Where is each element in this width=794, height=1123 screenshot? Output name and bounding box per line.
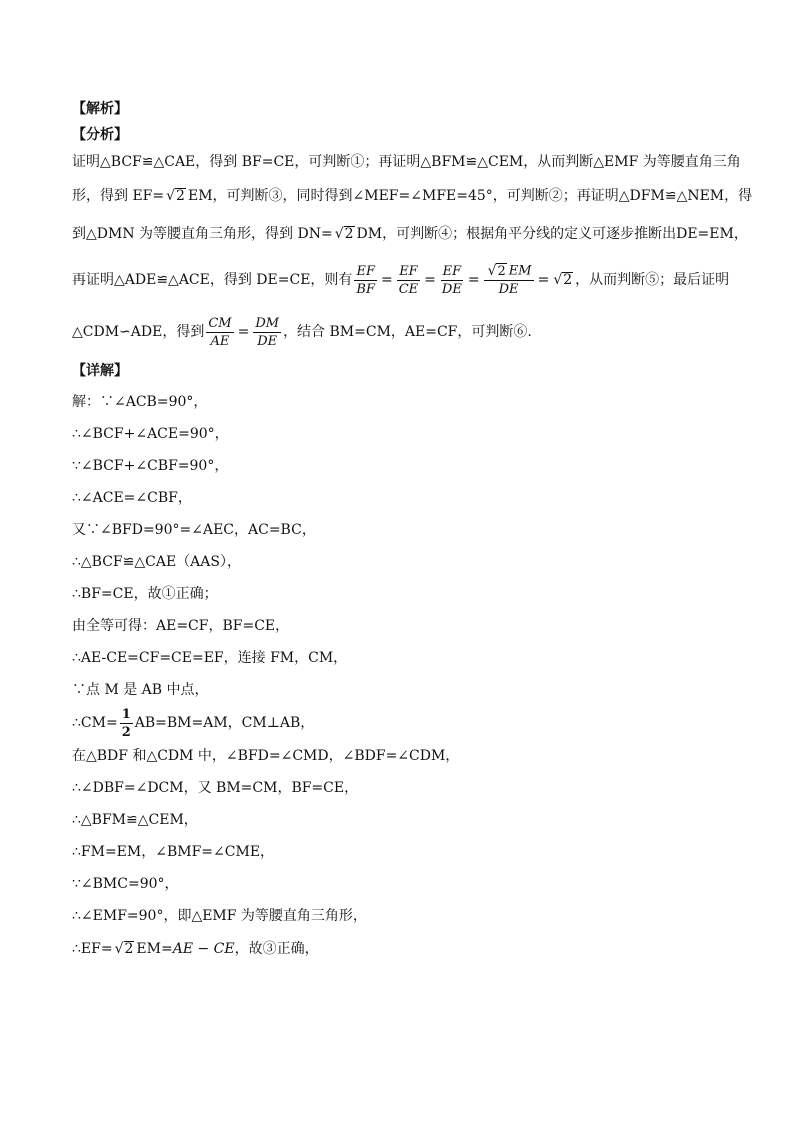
- analysis-line-2-part-b: EM，可判断③，同时得到∠MEF=∠MFE=45°，可判断②；再证明△DFM≌△NEM，得: [187, 188, 753, 204]
- fraction-numerator: 1: [121, 706, 131, 722]
- analysis-line-2: [72, 186, 753, 206]
- equals-sign: =: [381, 272, 393, 288]
- sqrt-2-symbol: √ 2: [334, 226, 354, 242]
- step-11: [72, 706, 732, 740]
- step-8: 由全等可得：AE=CF，BF=CE，: [72, 618, 290, 634]
- heading-xiangjie: 【详解】: [72, 363, 128, 379]
- step-15: ∴FM=EM，∠BMF=∠CME，: [72, 844, 275, 860]
- step-17: ∴∠EMF=90°，即△EMF 为等腰直角三角形，: [72, 908, 367, 924]
- solution-content: [72, 100, 753, 966]
- step-5: 又∵∠BFD=90°=∠AEC，AC=BC，: [72, 522, 316, 538]
- numerator-text: EM: [508, 263, 532, 279]
- step-18-part-a: ∴EF=: [72, 941, 113, 957]
- step-18-part-b: EM=: [136, 941, 173, 957]
- step-16: ∵∠BMC=90°，: [72, 876, 179, 892]
- analysis-line-5: [72, 312, 732, 352]
- step-9: ∴AE-CE=CF=CE=EF，连接 FM，CM，: [72, 650, 348, 666]
- sqrt-2-symbol: √ 2: [114, 941, 134, 957]
- fraction-denominator: AE: [210, 333, 230, 349]
- fraction-dm-over-de: [253, 316, 281, 349]
- step-11-part-a: ∴CM=: [72, 715, 118, 731]
- sqrt-2-symbol: √ 2: [553, 272, 573, 288]
- fraction-denominator: DE: [257, 333, 278, 349]
- fraction-numerator: EF: [356, 263, 375, 279]
- step-2: ∴∠BCF+∠ACE=90°，: [72, 426, 229, 442]
- step-18-part-d: ，故③正确，: [234, 941, 319, 957]
- step-4: ∴∠ACE=∠CBF，: [72, 490, 192, 506]
- step-3: ∵∠BCF+∠CBF=90°，: [72, 458, 229, 474]
- fraction-numerator: [484, 263, 534, 281]
- equals-sign: =: [424, 272, 436, 288]
- fraction-denominator: DE: [441, 281, 462, 297]
- fraction-denominator: 2: [121, 724, 131, 740]
- fraction-cm-over-ae: [206, 316, 233, 349]
- step-18: [72, 932, 732, 966]
- analysis-line-3-part-b: DM，可判断④；根据角平分线的定义可逐步推断出DE=EM，: [356, 226, 748, 242]
- step-7: ∴BF=CE，故①正确；: [72, 586, 218, 602]
- analysis-line-2-part-a: 形，得到 EF=: [72, 188, 165, 204]
- fraction-one-half: [120, 707, 133, 740]
- equals-sign: =: [467, 272, 480, 288]
- equals-sign: =: [237, 324, 250, 340]
- sqrt-2-symbol: √ 2: [166, 188, 185, 204]
- fraction-ef-over-ce: [397, 264, 420, 297]
- fraction-numerator: EF: [399, 263, 418, 279]
- fraction-ef-over-de: [440, 264, 464, 297]
- analysis-line-5-part-a: △CDM∽ADE，得到: [72, 324, 205, 340]
- heading-jiexi: 【解析】: [72, 101, 128, 117]
- step-12: 在△BDF 和△CDM 中，∠BFD=∠CMD，∠BDF=∠CDM，: [72, 748, 460, 764]
- fraction-numerator: CM: [208, 315, 232, 331]
- step-11-part-b: AB=BM=AM，CM⊥AB，: [134, 715, 315, 731]
- analysis-line-5-part-b: ，结合 BM=CM，AE=CF，可判断⑥.: [283, 324, 532, 340]
- step-1: 解：∵∠ACB=90°，: [72, 394, 208, 410]
- equals-sign: =: [537, 272, 550, 288]
- analysis-line-4-part-a: 再证明△ADE≌△ACE，得到 DE=CE，则有: [72, 272, 353, 288]
- sqrt-radicand: 2: [497, 264, 506, 279]
- step-18-math-expression: AE − CE: [172, 941, 235, 957]
- analysis-paragraph: [72, 152, 753, 352]
- step-14: ∴△BFM≌△CEM，: [72, 812, 198, 828]
- analysis-line-1: 证明△BCF≌△CAE，得到 BF=CE，可判断①；再证明△BFM≌△CEM，从而判断△EMF 为等腰直角三角: [72, 154, 741, 170]
- analysis-line-4-part-b: ，从而判断⑤；最后证明: [575, 272, 730, 288]
- fraction-denominator: CE: [398, 281, 419, 297]
- step-13: ∴∠DBF=∠DCM，又 BM=CM，BF=CE，: [72, 780, 359, 796]
- sqrt-radicand: 2: [176, 188, 185, 204]
- sqrt-radicand: 2: [344, 226, 354, 242]
- sqrt-2-symbol: √ 2: [487, 263, 506, 279]
- heading-fenxi: 【分析】: [72, 127, 128, 143]
- solution-steps: [72, 386, 732, 966]
- analysis-line-3: [72, 224, 748, 244]
- analysis-line-3-part-a: 到△DMN 为等腰直角三角形，得到 DN=: [72, 226, 333, 242]
- analysis-line-4: [72, 260, 732, 300]
- fraction-numerator: DM: [255, 315, 280, 331]
- fraction-numerator: EF: [442, 263, 462, 279]
- fraction-denominator: BF: [356, 281, 375, 297]
- step-6: ∴△BCF≌△CAE（AAS），: [72, 554, 241, 570]
- fraction-sqrt2em-over-de: [484, 263, 534, 297]
- sqrt-radicand: 2: [124, 941, 134, 957]
- sqrt-radicand: 2: [563, 272, 573, 288]
- fraction-ef-over-bf: [354, 264, 377, 297]
- fraction-denominator: DE: [498, 282, 519, 297]
- step-10: ∵点 M 是 AB 中点，: [72, 682, 209, 698]
